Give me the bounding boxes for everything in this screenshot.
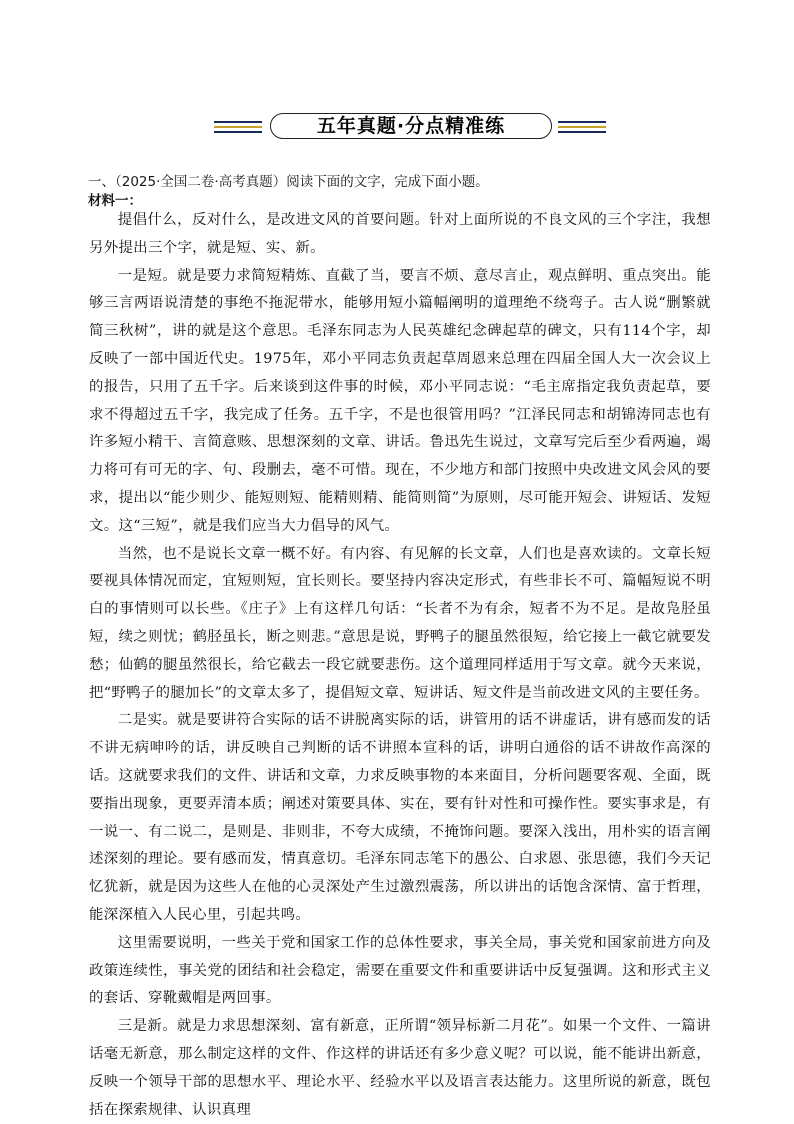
article-body (89, 207, 711, 1124)
paragraph: 当然，也不是说长文章一概不好。有内容、有见解的长文章，人们也是喜欢读的。文章长短要视具体情况而定，宜短则短，宜长则长。要坚持内容决定形式，有些非长不可、篇幅短说不明白的事情则可以长些。《庄子》上有这样几句话：“长者不为有余，短者不为不足。是故凫胫虽短，续之则忧；鹤胫虽长，断之则悲。”意思是说，野鸭子的腿虽然很短，给它接上一截它就要发愁；仙鹤的腿虽然很长，给它截去一段它就要悲伤。这个道理同样适用于写文章。就今天来说，把“野鸭子的腿加长”的文章太多了，提倡短文章、短讲话、短文件是当前改进文风的主要任务。 (89, 545, 711, 701)
paragraph: 这里需要说明，一些关于党和国家工作的总体性要求，事关全局，事关党和国家前进方向及政策连续性，事关党的团结和社会稳定，需要在重要文件和重要讲话中反复强调。这和形式主义的套话、穿靴戴帽是两回事。 (89, 934, 711, 1007)
paragraph: 一是短。就是要力求简短精炼、直截了当，要言不烦、意尽言止，观点鲜明、重点突出。能够三言两语说清楚的事绝不拖泥带水，能够用短小篇幅阐明的道理绝不绕弯子。古人说“删繁就简三秋树”，讲的就是这个意思。毛泽东同志为人民英雄纪念碑起草的碑文，只有114个字，却反映了一部中国近代史。1975年，邓小平同志负责起草周恩来总理在四届全国人大一次会议上的报告，只用了五千字。后来谈到这件事的时候，邓小平同志说：“毛主席指定我负责起草，要求不得超过五千字，我完成了任务。五千字，不是也很管用吗？”江泽民同志和胡锦涛同志也有许多短小精干、言简意赅、思想深刻的文章、讲话。鲁迅先生说过，文章写完后至少看两遍，竭力将可有可无的字、句、段删去，毫不可惜。现在，不少地方和部门按照中央改进文风会风的要求，提出以“能少则少、能短则短、能精则精、能简则简”为原则，尽可能开短会、讲短话、发短文。这“三短”，就是我们应当大力倡导的风气。 (89, 267, 711, 534)
paragraph: 三是新。就是力求思想深刻、富有新意，正所谓“领异标新二月花”。如果一个文件、一篇讲话毫无新意，那么制定这样的文件、作这样的讲话还有多少意义呢？可以说，能不能讲出新意，反映一个领导干部的思想水平、理论水平、经验水平以及语言表达能力。这里所说的新意，既包括在探索规律、认识真理 (89, 1018, 711, 1118)
banner-title: 五年真题·分点精准练 (270, 113, 552, 139)
material-label: 材料一： (88, 193, 142, 209)
question-source: （2025·全国二卷·高考真题） (115, 174, 287, 190)
paragraph: 提倡什么，反对什么，是改进文风的首要问题。针对上面所说的不良文风的三个字注，我想另外提出三个字，就是短、实、新。 (89, 212, 711, 256)
question-number: 一、 (88, 174, 115, 190)
banner-right-decoration (558, 121, 606, 133)
paragraph: 二是实。就是要讲符合实际的话不讲脱离实际的话，讲管用的话不讲虚话，讲有感而发的话不讲无病呻吟的话，讲反映自己判断的话不讲照本宣科的话，讲明白通俗的话不讲故作高深的话。这就要求我们的文件、讲话和文章，力求反映事物的本来面目，分析问题要客观、全面，既要指出现象，更要弄清本质；阐述对策要具体、实在，要有针对性和可操作性。要实事求是，有一说一、有二说二，是则是、非则非，不夸大成绩，不掩饰问题。要深入浅出，用朴实的语言阐述深刻的理论。要有感而发，情真意切。毛泽东同志笔下的愚公、白求恩、张思德，我们今天记忆犹新，就是因为这些人在他的心灵深处产生过激烈震荡，所以讲出的话饱含深情、富于哲理，能深深植入人民心里，引起共鸣。 (89, 712, 711, 923)
question-header (88, 170, 489, 190)
banner-left-decoration (214, 121, 262, 133)
section-banner (214, 113, 610, 143)
question-instruction: 阅读下面的文字，完成下面小题。 (286, 174, 489, 190)
